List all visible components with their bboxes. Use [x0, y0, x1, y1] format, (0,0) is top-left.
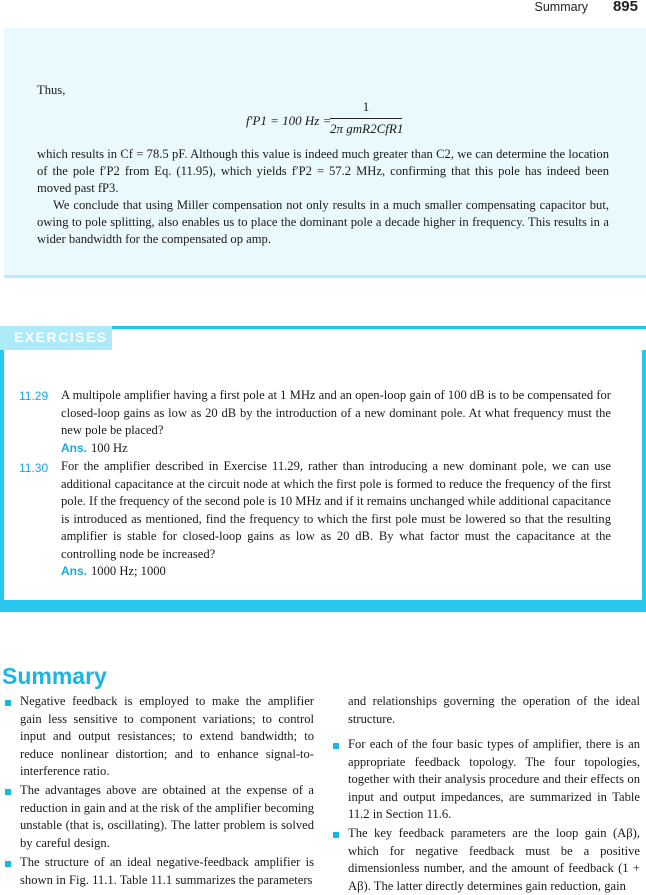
- answer-value: 100 Hz: [91, 441, 128, 455]
- exercise-text: A multipole amplifier having a first pole at 1 MHz and an open-loop gain of 100 dB is to be compensated for closed-loop gains as low as 20 dB by the introduction of a new dominant pole. At what frequency must the new pole be placed?: [61, 388, 611, 437]
- fraction-bar: [330, 118, 402, 119]
- bullet-marker: [5, 700, 11, 706]
- summary-item: For each of the four basic types of amplifier, there is an appropriate feedback topology. The four topologies, together with their analysis procedure and their effects on input and output impedances, are summarized in Table 11.2 in Section 11.6.: [348, 737, 640, 822]
- equation-denominator: 2π gmR2CfR1: [330, 121, 404, 136]
- exercise-text: For the amplifier described in Exercise 11.29, rather than introducing a new dominant pole, we can use additional capacitance at the circuit node at which the first pole is formed to reduce the frequency of the first pole. If the frequency of the second pole is 10 MHz and if it remains unchanged while additional capacitance is introduced as mentioned, find the frequency to which the first pole must be lowered so that the resulting amplifier is stable for closed-loop gains as low as 20 dB. By what factor must the capacitance at the controlling node be increased?: [61, 459, 611, 561]
- exercise-number: 11.30: [19, 461, 49, 475]
- bullet-marker: [333, 743, 339, 749]
- equation-numerator: 1: [362, 99, 370, 114]
- example-thus: Thus,: [37, 83, 66, 97]
- answer-value: 1000 Hz; 1000: [91, 564, 166, 578]
- equation-lhs: f′P1 = 100 Hz =: [246, 113, 332, 128]
- bullet-marker: [333, 832, 339, 838]
- exercises-title: EXERCISES: [14, 329, 108, 345]
- exercises-left-border: [0, 350, 4, 612]
- summary-item: The key feedback parameters are the loop gain (Aβ), which for negative feedback must be a positive dimensionless number, and the amount of feedback (1 + Aβ). The latter directly determines gain reduction, gain: [348, 826, 640, 893]
- exercises-top-rule: [112, 326, 646, 350]
- bullet-marker: [5, 789, 11, 795]
- exercises-bottom-border: [0, 600, 646, 612]
- equation-fraction: [330, 99, 402, 137]
- exercises-right-border: [642, 350, 646, 612]
- summary-item-continuation: and relationships governing the operation of the ideal structure.: [348, 694, 640, 726]
- summary-item: The advantages above are obtained at the expense of a reduction in gain and at the risk of the amplifier becoming unstable (that is, oscillating). The latter problem is solved by careful design.: [20, 783, 314, 850]
- page-number: 895: [612, 0, 638, 15]
- answer-label: Ans.: [61, 564, 88, 578]
- summary-item: The structure of an ideal negative-feedback amplifier is shown in Fig. 11.1. Table 11.1 summarizes the parameters: [20, 855, 314, 887]
- running-header-section: Summary: [534, 0, 588, 14]
- summary-title: Summary: [2, 663, 107, 689]
- bullet-marker: [5, 861, 11, 867]
- exercise-number: 11.29: [19, 389, 49, 403]
- summary-item: Negative feedback is employed to make the amplifier gain less sensitive to component variations; to control input and output resistances; to extend bandwidth; to reduce nonlinear distortion; and to enhance signal-to-interference ratio.: [20, 694, 314, 779]
- answer-label: Ans.: [61, 441, 88, 455]
- example-paragraph-2: We conclude that using Miller compensation not only results in a much smaller compensating capacitor but, owing to pole splitting, also enables us to place the dominant pole a decade higher in frequency. This results in a wider bandwidth for the compensated op amp.: [37, 198, 609, 246]
- example-paragraph-1: which results in Cf = 78.5 pF. Although this value is indeed much greater than C2, we can determine the location of the pole f′P2 from Eq. (11.95), which yields f′P2 = 57.2 MHz, confirming that this pole has indeed been moved past fP3.: [37, 147, 609, 195]
